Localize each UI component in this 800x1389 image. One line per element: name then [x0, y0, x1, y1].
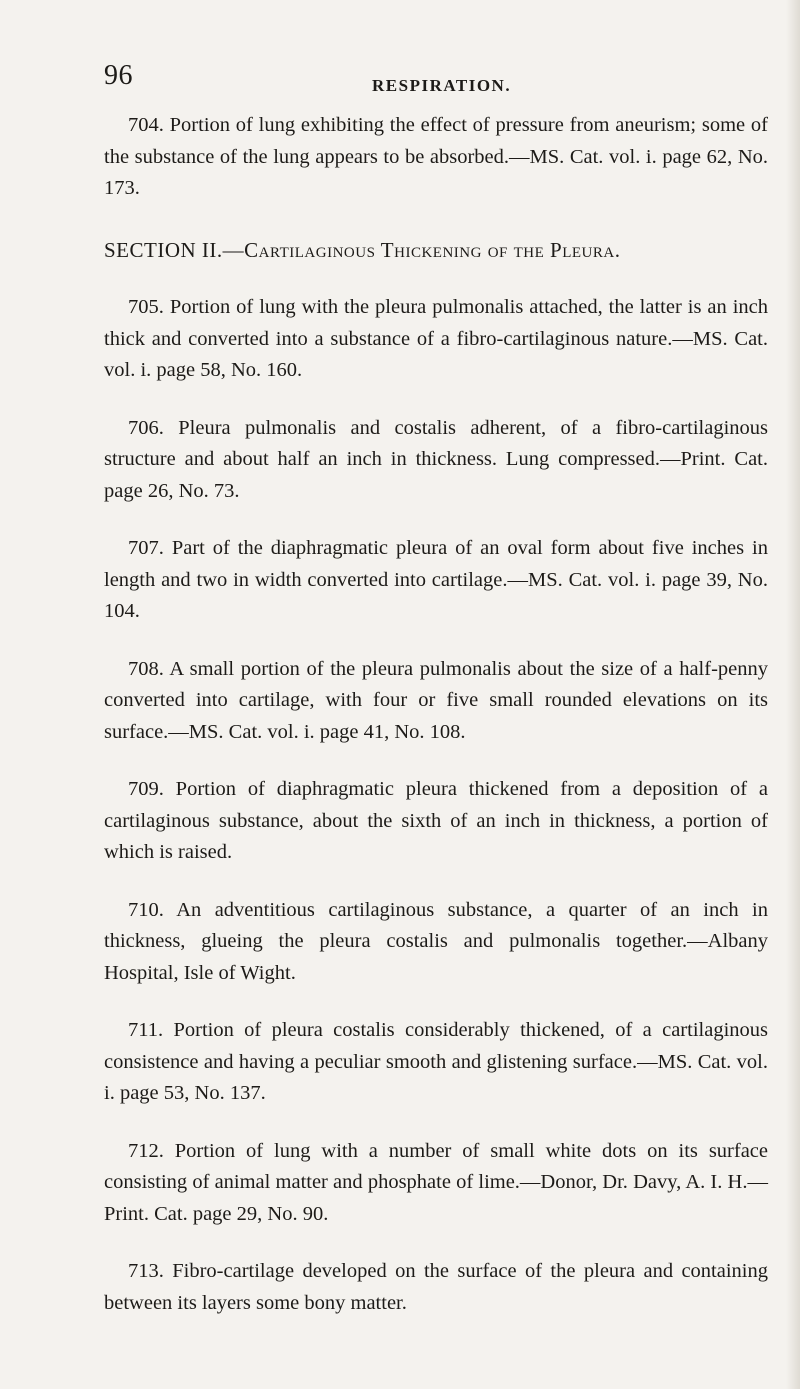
catalogue-entry: 710. An adventitious cartilaginous substance, a quarter of an inch in thickness, glueing the pleura costalis and pulmonalis together.—Albany Hospital, Isle of Wight. [104, 898, 768, 984]
catalogue-entry: 713. Fibro-cartilage developed on the surface of the pleura and containing between its layers some bony matter. [104, 1260, 768, 1314]
catalogue-entry: 712. Portion of lung with a number of small white dots on its surface consisting of animal matter and phosphate of lime.—Donor, Dr. Davy, A. I. H.—Print. Cat. page 29, No. 90. [104, 1139, 768, 1225]
catalogue-entry: 707. Part of the diaphragmatic pleura of an oval form about five inches in length and two in width converted into cartilage.—MS. Cat. vol. i. page 39, No. 104. [104, 537, 768, 622]
catalogue-entry: 704. Portion of lung exhibiting the effect of pressure from aneurism; some of the substance of the lung appears to be absorbed.—MS. Cat. vol. i. page 62, No. 173. [104, 114, 768, 199]
catalogue-entry: 708. A small portion of the pleura pulmonalis about the size of a half-penny converted into cartilage, with four or five small rounded elevations on its surface.—MS. Cat. vol. i. page 41, No. 108. [104, 657, 768, 743]
section-label: SECTION II. [104, 237, 223, 262]
section-title: —Cartilaginous Thickening of the Pleura. [222, 237, 621, 262]
running-title: RESPIRATION. [372, 76, 512, 95]
catalogue-entry: 705. Portion of lung with the pleura pulmonalis attached, the latter is an inch thick and converted into a substance of a fibro-cartilaginous nature.—MS. Cat. vol. i. page 58, No. 160. [104, 296, 768, 381]
section-heading [104, 235, 768, 267]
catalogue-entry: 706. Pleura pulmonalis and costalis adherent, of a fibro-cartilaginous structure and about half an inch in thickness. Lung compressed.—Print. Cat. page 26, No. 73. [104, 416, 768, 502]
page-body [104, 110, 768, 1345]
catalogue-entry: 709. Portion of diaphragmatic pleura thickened from a deposition of a cartilaginous substance, about the sixth of an inch in thickness, a portion of which is raised. [104, 778, 768, 863]
page-number: 96 [104, 60, 133, 91]
page-edge-shadow [786, 0, 800, 1389]
catalogue-entry: 711. Portion of pleura costalis considerably thickened, of a cartilaginous consistence and having a peculiar smooth and glistening surface.—MS. Cat. vol. i. page 53, No. 137. [104, 1019, 768, 1104]
